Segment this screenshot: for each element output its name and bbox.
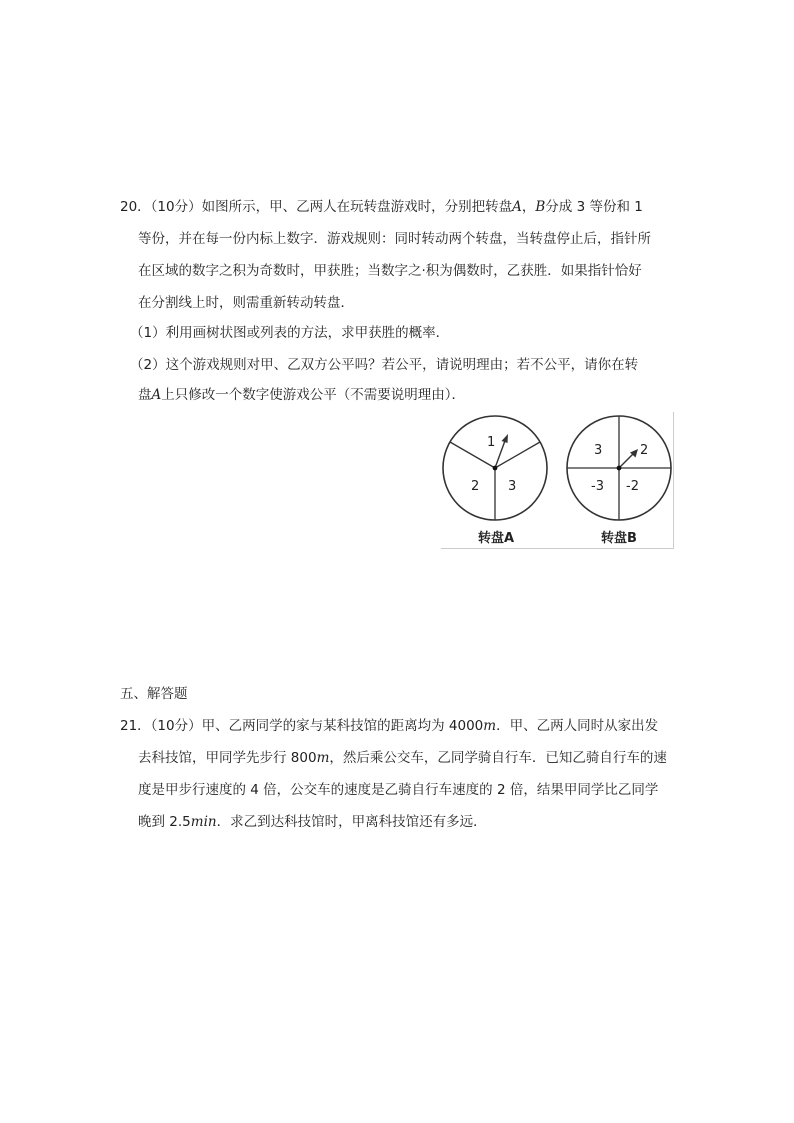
var-a: A (151, 387, 162, 403)
spinner-b-label: 转盘B (601, 531, 637, 546)
spinner-b-pointer (619, 453, 634, 468)
q20-line-3: 在区域的数字之积为奇数时，甲获胜；当数字之·积为偶数时，乙获胜．如果指针恰好 (138, 263, 642, 279)
unit-m: m (316, 750, 330, 766)
spinner-a-center (493, 466, 498, 471)
unit-m: m (483, 718, 497, 734)
spinner-a-number: 3 (508, 479, 517, 494)
spinner-diagram (441, 412, 674, 549)
section-title: 五、解答题 (120, 686, 188, 702)
q20-line-2: 等份，并在每一份内标上数字．游戏规则：同时转动两个转盘，当转盘停止后，指针所 (138, 231, 651, 247)
spinner-b-number: -3 (591, 479, 604, 494)
q21-line-1: 21．（10分）甲、乙两同学的家与某科技馆的距离均为 4000m．甲、乙两人同时从家出发 (120, 718, 659, 734)
spinner-a-number: 1 (487, 435, 496, 450)
q21-line-4: 晚到 2.5min．求乙到达科技馆时，甲离科技馆还有多远． (138, 814, 487, 830)
q20-part-1: （1）利用画树状图或列表的方法，求甲获胜的概率． (130, 325, 450, 341)
spinner-b-number: 2 (640, 443, 649, 458)
q21-line-2: 去科技馆，甲同学先步行 800m，然后乘公交车，乙同学骑自行车．已知乙骑自行车的速 (138, 750, 667, 766)
var-a: A (512, 199, 522, 215)
spinner-b-center (617, 466, 622, 471)
spinner-a-number: 2 (471, 479, 480, 494)
spinner-b-number: 3 (594, 443, 603, 458)
spinner-a-pointer-arrowhead (502, 434, 509, 443)
unit-min: min (190, 814, 217, 830)
q20-line-4: 在分割线上时，则需重新转动转盘． (138, 295, 354, 311)
spinner-b-number: -2 (626, 479, 639, 494)
spinner-a-divider (495, 442, 540, 468)
spinner-a-pointer (495, 438, 506, 468)
spinner-a (443, 416, 547, 546)
var-b: B (535, 199, 546, 215)
q20-line-1: 20．（10分）如图所示，甲、乙两人在玩转盘游戏时，分别把转盘A，B分成 3 等份和 1 (120, 199, 643, 215)
q20-part-2-line-1: （2）这个游戏规则对甲、乙双方公平吗？若公平，请说明理由；若不公平，请你在转 (130, 357, 639, 373)
spinner-figure (441, 412, 674, 549)
q21-line-3: 度是甲步行速度的 4 倍，公交车的速度是乙骑自行车速度的 2 倍，结果甲同学比乙同学 (138, 782, 659, 798)
spinner-b (567, 416, 671, 546)
spinner-a-label: 转盘A (478, 531, 515, 546)
q20-part-2-line-2: 盘A上只修改一个数字使游戏公平（不需要说明理由）． (138, 387, 465, 403)
